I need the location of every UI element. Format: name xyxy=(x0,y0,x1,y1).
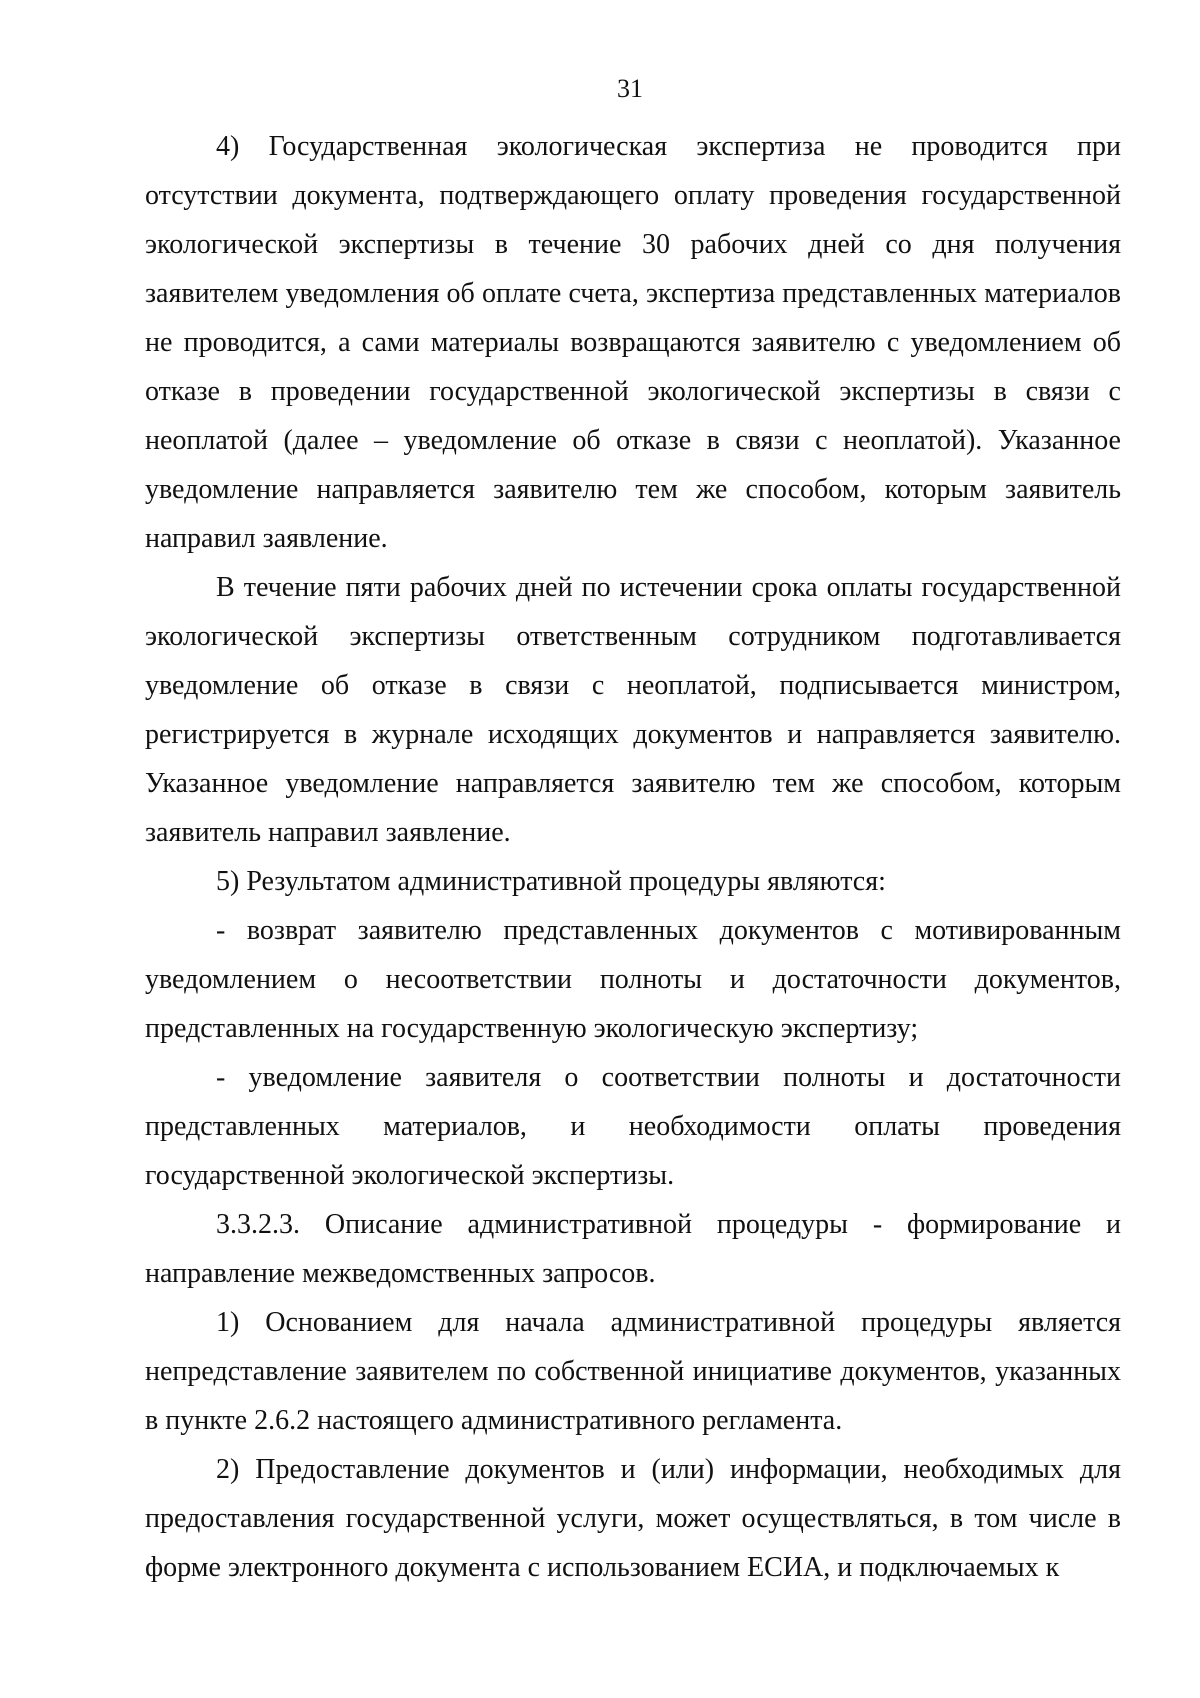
paragraph-document-submission: 2) Предоставление документов и (или) информации, необходимых для предоставления государственной услуги, может осуществляться, в том числе в форме электронного документа с использованием ЕСИА, и подключаемых к xyxy=(145,1454,1121,1583)
section-heading-3-3-2-3: 3.3.2.3. Описание административной процедуры - формирование и направление межведомственных запросов. xyxy=(145,1209,1121,1289)
list-item-return-documents: - возврат заявителю представленных документов с мотивированным уведомлением о несоответствии полноты и достаточности документов, представленных на государственную экологическую экспертизу; xyxy=(145,915,1121,1044)
paragraph-state-expertise-not-conducted: 4) Государственная экологическая экспертиза не проводится при отсутствии документа, подтверждающего оплату проведения государственной экологической экспертизы в течение 30 рабочих дней со дня получения заявителем уведомления об оплате счета, экспертиза представленных материалов не проводится, а сами материалы возвращаются заявителю с уведомлением об отказе в проведении государственной экологической экспертизы в связи с неоплатой (далее – уведомление об отказе в связи с неоплатой). Указанное уведомление направляется заявителю тем же способом, которым заявитель направил заявление. xyxy=(145,131,1121,554)
page-number: 31 xyxy=(617,74,643,103)
document-body xyxy=(145,122,1121,1592)
list-item-notify-applicant: - уведомление заявителя о соответствии полноты и достаточности представленных материалов, и необходимости оплаты проведения государственной экологической экспертизы. xyxy=(145,1062,1121,1191)
paragraph-refusal-notice-procedure: В течение пяти рабочих дней по истечении срока оплаты государственной экологической экспертизы ответственным сотрудником подготавливается уведомление об отказе в связи с неоплатой, подписывается министром, регистрируется в журнале исходящих документов и направляется заявителю. Указанное уведомление направляется заявителю тем же способом, которым заявитель направил заявление. xyxy=(145,572,1121,848)
paragraph-procedure-results-heading: 5) Результатом административной процедуры являются: xyxy=(216,866,886,897)
paragraph-procedure-basis: 1) Основанием для начала административной процедуры является непредставление заявителем по собственной инициативе документов, указанных в пункте 2.6.2 настоящего административного регламента. xyxy=(145,1307,1121,1436)
